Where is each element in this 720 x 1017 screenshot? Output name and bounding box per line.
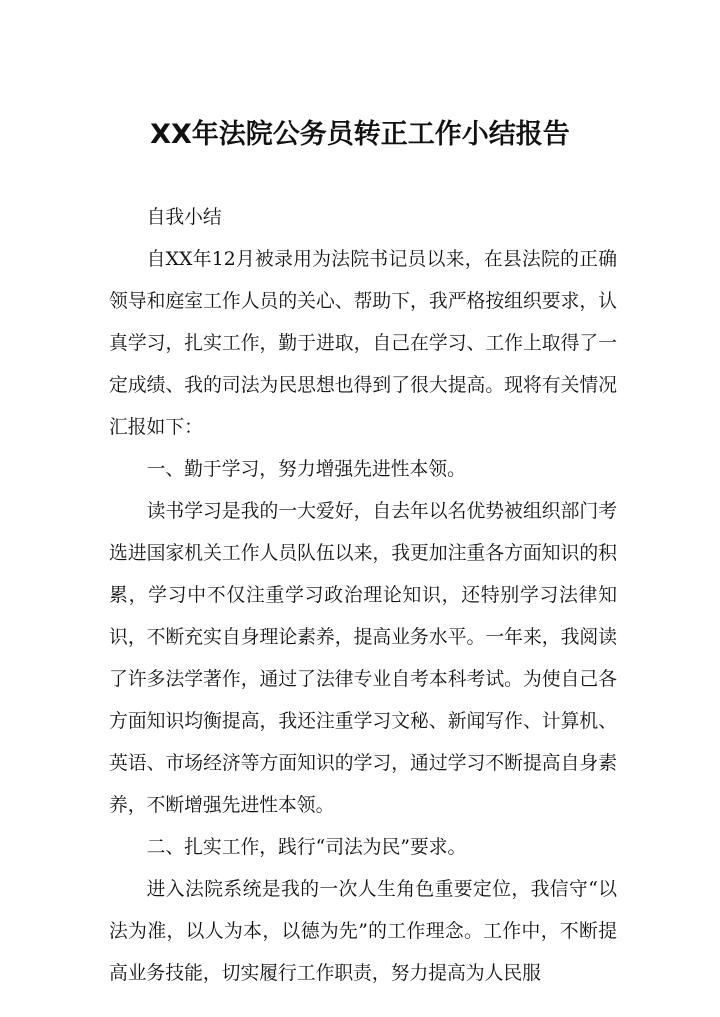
paragraph-work: 进入法院系统是我的一次人生角色重要定位，我信守“以法为准，以人为本，以德为先”的工作理念。工作中，不断提高业务技能，切实履行工作职责，努力提高为人民服 bbox=[109, 879, 617, 984]
paragraph-study: 读书学习是我的一大爱好，自去年以名优势被组织部门考选进国家机关工作人员队伍以来，我更加注重各方面知识的积累，学习中不仅注重学习政治理论知识，还特别学习法律知识，不断充实自身理论素养，提高业务水平。一年来，我阅读了许多法学著作，通过了法律专业自考本科考试。为使自己各方面知识均衡提高，我还注重学习文秘、新闻写作、计算机、英语、市场经济等方面知识的学习，通过学习不断提高自身素养，不断增强先进性本领。 bbox=[109, 501, 617, 816]
document-title: XX年法院公务员转正工作小结报告 bbox=[150, 119, 570, 150]
heading-work: 二、扎实工作，践行“司法为民”要求。 bbox=[146, 837, 467, 858]
paragraph-intro: 自XX年12月被录用为法院书记员以来，在县法院的正确领导和庭室工作人员的关心、帮助下，我严格按组织要求，认真学习，扎实工作，勤于进取，自己在学习、工作上取得了一定成绩、我的司法为民思想也得到了很大提高。现将有关情况汇报如下： bbox=[109, 249, 617, 438]
section-label: 自我小结 bbox=[146, 207, 222, 228]
document-body bbox=[109, 197, 617, 995]
heading-study: 一、勤于学习，努力增强先进性本领。 bbox=[146, 459, 466, 480]
